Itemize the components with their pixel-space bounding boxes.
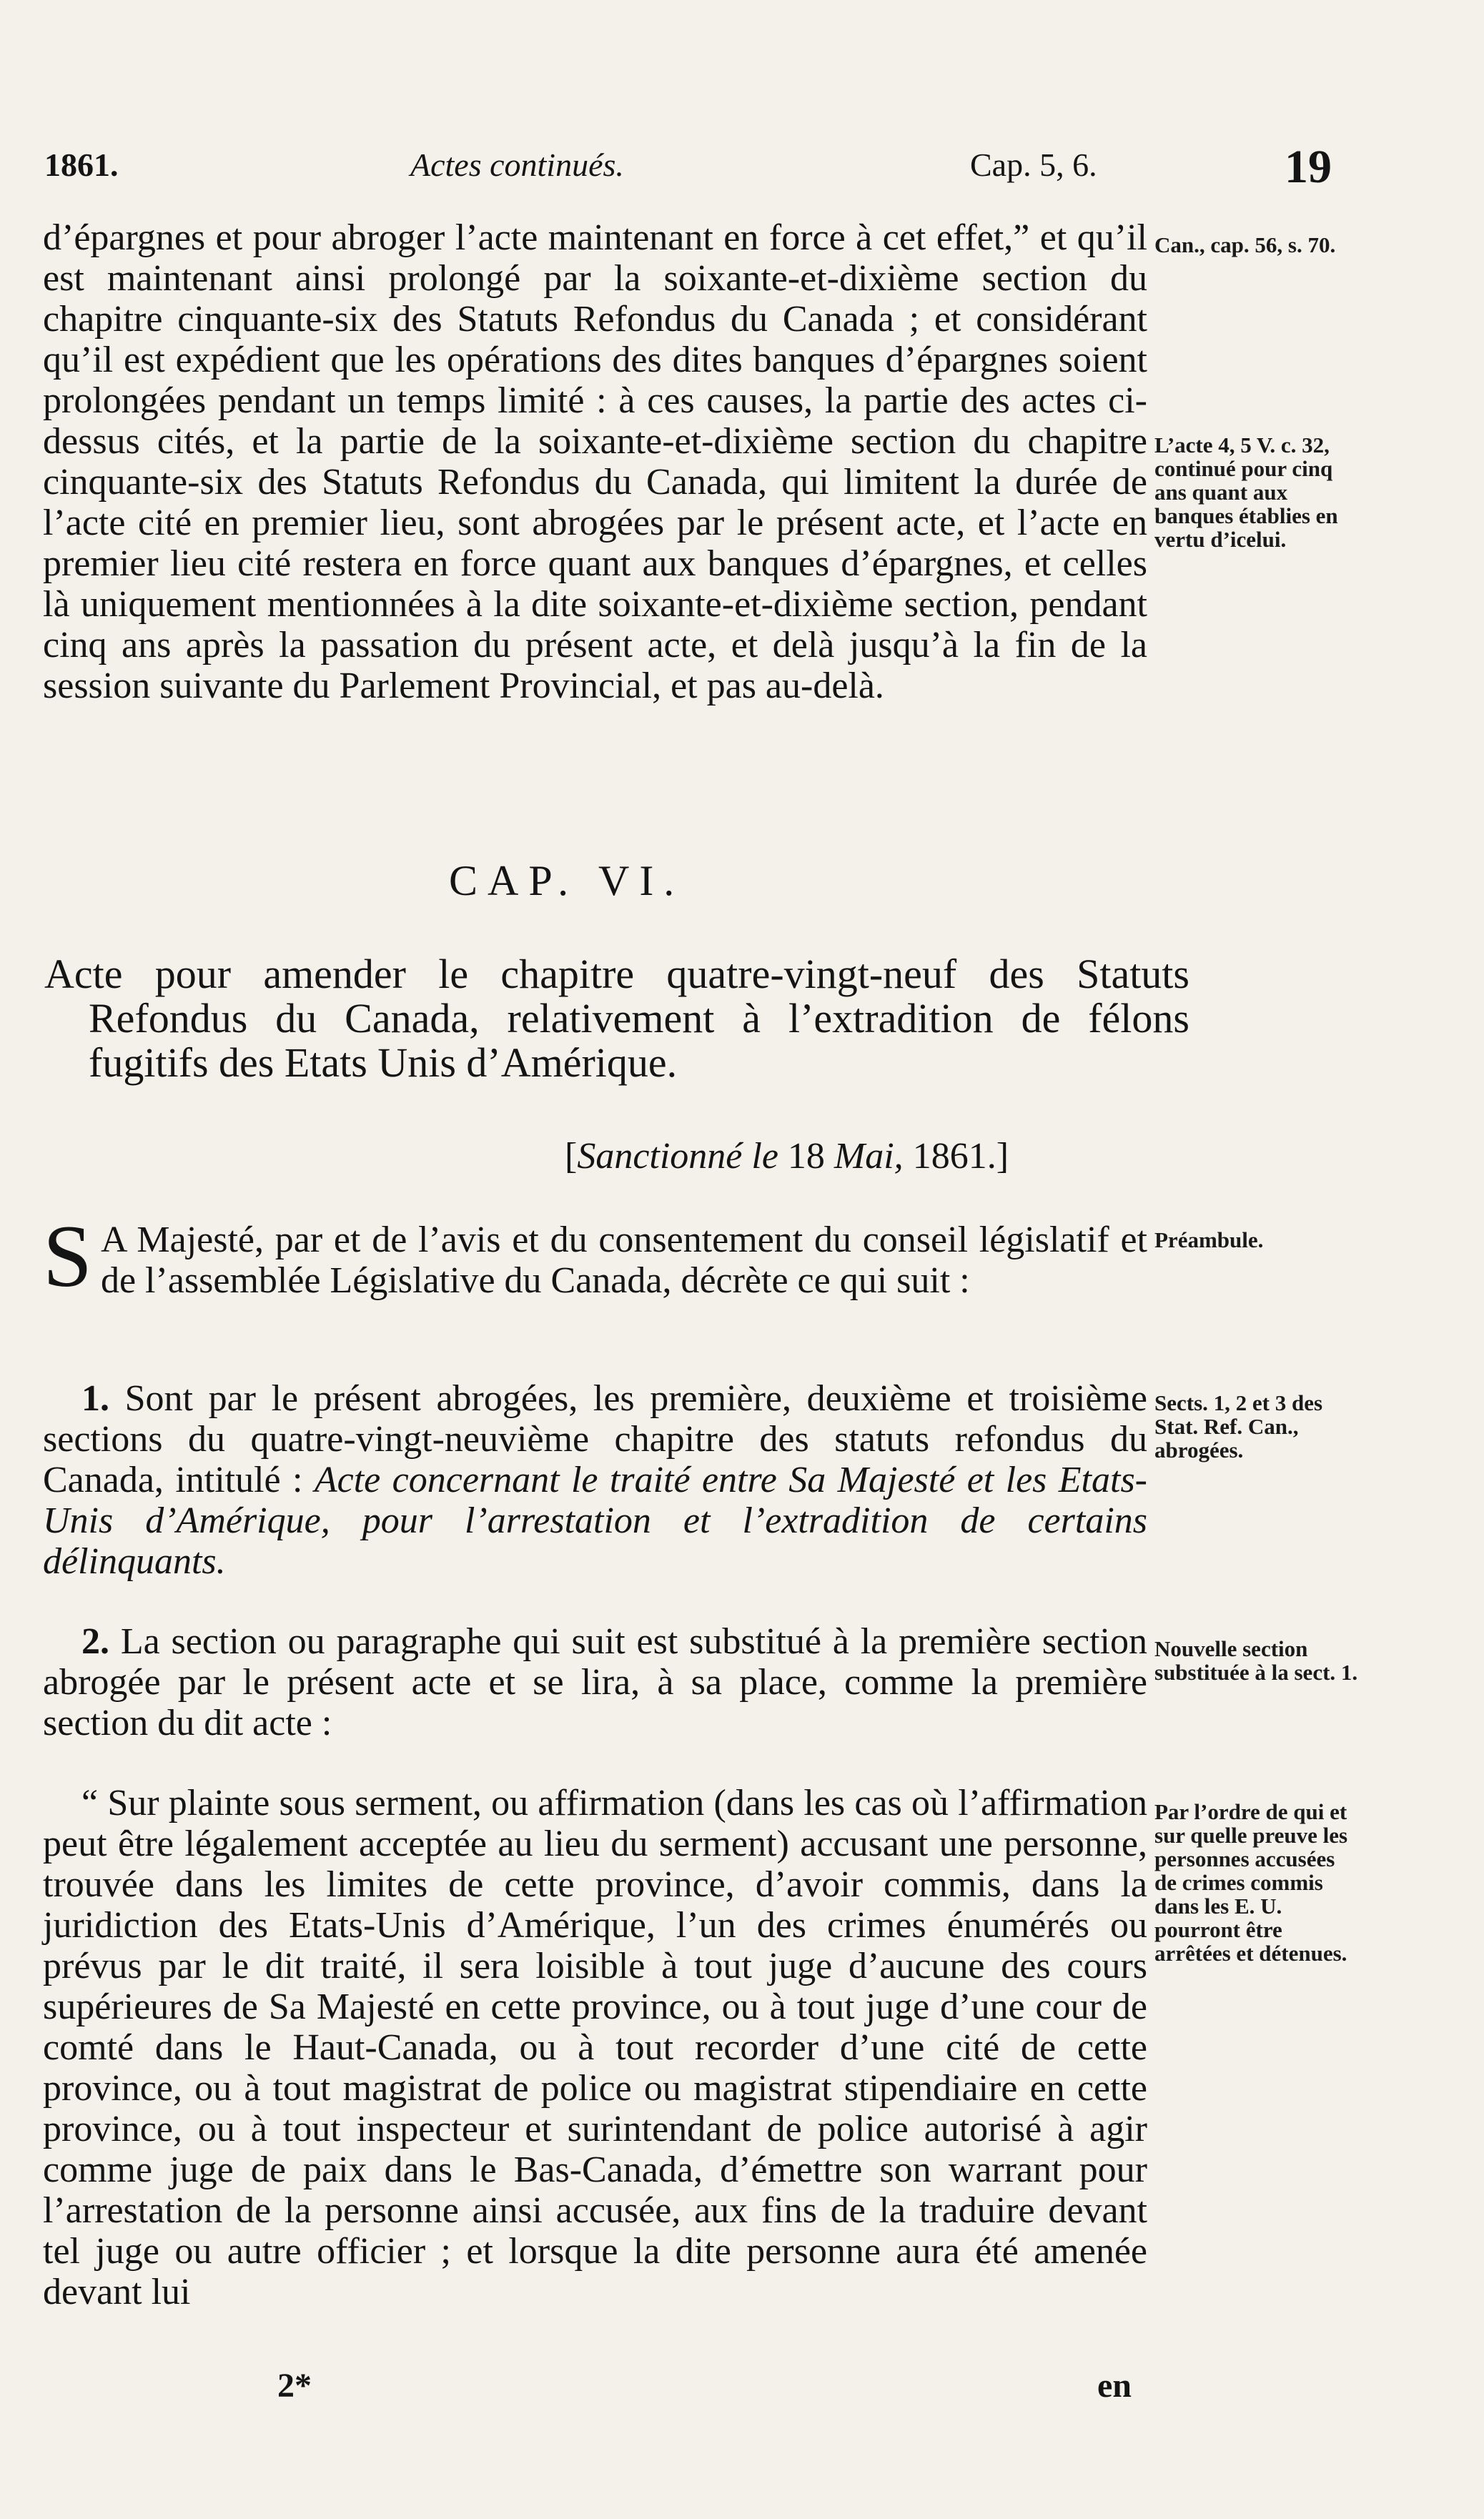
section-1-paragraph: [43, 1378, 1147, 1582]
margin-note-sect1: Sects. 1, 2 et 3 des Stat. Ref. Can., abrogées.: [1154, 1390, 1323, 1463]
sanction-day: 18: [778, 1136, 834, 1177]
margin-note-1: Can., cap. 56, s. 70.: [1154, 232, 1336, 257]
sanction-year: 1861.]: [903, 1136, 1009, 1177]
quote-paragraph: “ Sur plainte sous serment, ou affirmation (dans les cas où l’affirmation peut être légalement acceptée au lieu du serment) accusant une personne, trouvée dans les limites de cette province, d’avoir commis, dans la juridiction des Etats-Unis d’Amérique, l’un des crimes énumérés ou prévus par le dit traité, il sera loisible à tout juge d’aucune des cours supérieures de Sa Majesté en cette province, ou à tout juge d’une cour de comté dans le Haut-Canada, ou à tout recorder d’une cité de cette province, ou à tout magistrat de police ou magistrat stipendiaire en cette province, ou à tout inspecteur et surintendant de police autorisé à agir comme juge de paix dans le Bas-Canada, d’émettre son warrant pour l’arrestation de la personne ainsi accusée, aux fins de la traduire devant tel juge ou autre officier ; et lorsque la dite personne aura été amenée devant lui: [43, 1783, 1147, 2312]
sanction-line: [565, 1135, 1151, 1177]
header-year: 1861.: [44, 147, 119, 183]
catchword: en: [1097, 2367, 1132, 2405]
section-1-text: Sont par le présent abrogées, les première, deuxième et troisième sections du quatre-vingt-neuvième chapitre des statuts refondus du Canada, intitulé :: [43, 1378, 1147, 1500]
sanction-italic: Sanctionné le: [577, 1136, 778, 1177]
page-footer: [0, 2366, 1484, 2409]
margin-note-sect2: Nouvelle section substituée à la sect. 1.: [1154, 1636, 1358, 1685]
intro-paragraph: d’épargnes et pour abroger l’acte maintenant en force à cet effet,” et qu’il est maintenant ainsi prolongé par la soixante-et-dixième section du chapitre cinquante-six des Statuts Refondus du Canada ; et considérant qu’il est expédient que les opérations des dites banques d’épargnes soient prolongées pendant un temps limité : à ces causes, la partie des actes ci-dessus cités, et la partie de la soixante-et-dixième section du chapitre cinquante-six des Statuts Refondus du Canada, qui limitent la durée de l’acte cité en premier lieu, sont abrogées par le présent acte, et l’acte en premier lieu cité restera en force quant aux banques d’épargnes, et celles là uniquement mentionnées à la dite soixante-et-dixième section, pendant cinq ans après la passation du présent acte, et delà jusqu’à la fin de la session suivante du Parlement Provincial, et pas au-delà.: [43, 217, 1147, 706]
margin-note-sect3: Par l’ordre de qui et sur quelle preuve les personnes accusées de crimes commis dans les E. U. pourront être arrêtées et détenues.: [1154, 1799, 1348, 1966]
sanction-prefix: [: [565, 1136, 578, 1177]
section-1-number: 1.: [81, 1378, 109, 1419]
margin-note-preamble: Préambule.: [1154, 1227, 1264, 1252]
intro-paragraph-block: [43, 217, 1147, 706]
preamble-paragraph: [43, 1207, 1147, 1305]
section-1-block: [43, 1378, 1147, 1582]
page-number: 19: [1285, 141, 1332, 193]
sanction-month: Mai,: [833, 1136, 904, 1177]
section-2-text: La section ou paragraphe qui suit est substitué à la première section abrogée par le présent acte et se lira, à sa place, comme la première section du dit acte :: [43, 1621, 1147, 1743]
section-1-title: Acte concernant le traité entre Sa Majesté et les Etats-Unis d’Amérique, pour l’arrestation et l’extradition de certains délinquants.: [43, 1460, 1147, 1582]
running-title: Actes continués.: [410, 147, 624, 183]
act-title: Acte pour amender le chapitre quatre-vingt-neuf des Statuts Refondus du Canada, relativement à l’extradition de félons fugitifs des Etats Unis d’Amérique.: [44, 951, 1189, 1086]
quote-block: [43, 1783, 1147, 2312]
page-header: [44, 140, 1360, 193]
signature-mark: 2*: [277, 2367, 312, 2405]
chapter-heading: CAP. VI.: [449, 857, 685, 904]
section-2-paragraph: [43, 1621, 1147, 1743]
header-chapter: Cap. 5, 6.: [970, 147, 1097, 183]
margin-note-2: L’acte 4, 5 V. c. 32, continué pour cinq ans quant aux banques établies en vertu d’icelui.: [1154, 432, 1338, 552]
section-2-block: [43, 1621, 1147, 1743]
preamble-block: [43, 1207, 1147, 1305]
preamble-text: A Majesté, par et de l’avis et du consentement du conseil législatif et de l’assemblée Législative du Canada, décrète ce qui suit :: [100, 1219, 1147, 1301]
section-2-number: 2.: [81, 1621, 109, 1662]
drop-cap: S: [43, 1207, 92, 1305]
